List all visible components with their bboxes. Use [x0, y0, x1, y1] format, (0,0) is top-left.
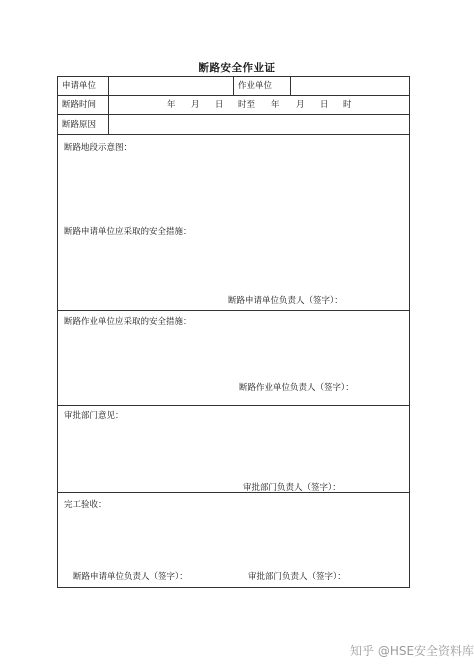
time-year-1: 年 — [167, 100, 176, 110]
time-field[interactable] — [109, 96, 409, 114]
completion-apply-signer-label: 断路申请单位负责人（签字）： — [73, 572, 188, 582]
zhihu-watermark: 知乎 @HSE安全资料库 — [350, 644, 474, 658]
section-completion[interactable] — [58, 493, 409, 587]
road-closure-permit-form — [57, 76, 410, 588]
apply-unit-field[interactable] — [109, 77, 234, 95]
time-year-2: 年 — [271, 100, 280, 110]
section-approval[interactable] — [58, 406, 409, 493]
apply-measures-label: 断路申请单位应采取的安全措施： — [64, 227, 192, 237]
reason-field[interactable] — [109, 115, 409, 134]
reason-label: 断路原因 — [58, 115, 109, 134]
work-unit-label: 作业单位 — [234, 77, 291, 95]
work-measures-label: 断路作业单位应采取的安全措施： — [64, 317, 192, 327]
completion-dept-signer-label: 审批部门负责人（签字）： — [248, 572, 346, 582]
time-hour-2: 时 — [343, 100, 352, 110]
row-reason — [58, 115, 409, 135]
time-day-2: 日 — [320, 100, 329, 110]
completion-label: 完工验收： — [64, 500, 107, 510]
work-unit-field[interactable] — [291, 77, 409, 95]
time-hour-to: 时至 — [238, 100, 256, 110]
apply-signer-label: 断路申请单位负责人（签字）： — [228, 296, 343, 306]
time-month-1: 月 — [191, 100, 200, 110]
approval-label: 审批部门意见： — [64, 411, 124, 421]
row-units — [58, 77, 409, 96]
time-label: 断路时间 — [58, 96, 109, 114]
work-signer-label: 断路作业单位负责人（签字）： — [239, 383, 354, 393]
approval-signer-label: 审批部门负责人（签字）： — [243, 483, 341, 493]
map-label: 断路地段示意图： — [64, 143, 133, 153]
row-time — [58, 96, 409, 115]
time-day-1: 日 — [215, 100, 224, 110]
section-worker[interactable] — [58, 311, 409, 406]
time-month-2: 月 — [296, 100, 305, 110]
section-applicant[interactable] — [58, 135, 409, 311]
apply-unit-label: 申请单位 — [58, 77, 109, 95]
form-title: 断路安全作业证 — [198, 62, 276, 74]
